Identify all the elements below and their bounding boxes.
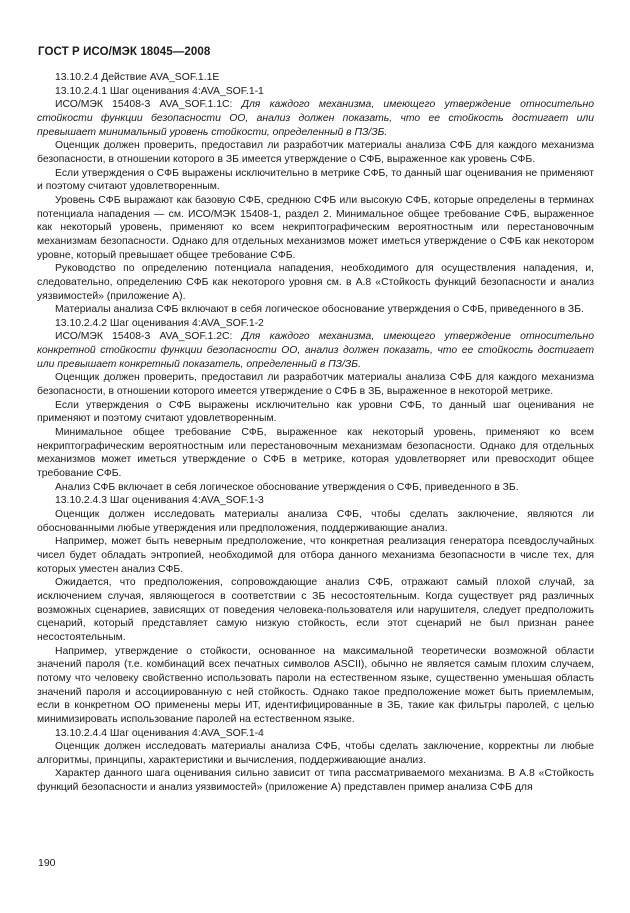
paragraph: Если утверждения о СФБ выражены исключительно как уровни СФБ, то данный шаг оценивания не применяют и поэтому считают удовлетворенным. <box>37 399 594 425</box>
paragraph: Материалы анализа СФБ включают в себя логическое обоснование утверждения о СФБ, приведенного в ЗБ. <box>55 304 584 316</box>
paragraph: Минимальное общее требование СФБ, выраженное как некоторый уровень, применяют ко всем некриптографическим вероятностным или перестановочным механизмам безопасности. Однако для отдельных механизмов может иметься утверждение о СФБ в метрике, которая удовлетворяет или превосходит общее требование СФБ. <box>37 427 594 480</box>
paragraph: Руководство по определению потенциала нападения, необходимого для осуществления нападения, и, следовательно, определению СФБ как некоторого уровня см. в А.8 «Стойкость функций безопасности и анализ уязвимостей» (приложение А). <box>37 263 594 302</box>
requirement-text: Для каждого механизма, имеющего утверждение относительно стойкости функции безопасности ОО, анализ должен показать, что ее стойкость достигает или превышает минимальный уровень стойкости, определенный в ПЗ/ЗБ. <box>37 99 594 138</box>
clause-heading: 13.10.2.4 Действие AVA_SOF.1.1E <box>55 72 220 83</box>
step-heading: 13.10.2.4.4 Шаг оценивания 4:AVA_SOF.1-4 <box>55 727 264 739</box>
paragraph: Оценщик должен исследовать материалы анализа СФБ, чтобы сделать заключение, корректны ли любые алгоритмы, принципы, характеристики и вычисления, поддерживающие анализ. <box>37 741 594 766</box>
paragraph: Оценщик должен проверить, предоставил ли разработчик материалы анализа СФБ для каждого механизма безопасности, в отношении которого имеется утверждение о СФБ в ЗБ, выраженное в некоторой метрике. <box>37 372 594 398</box>
standard-requirement <box>37 330 594 371</box>
step-heading: 13.10.2.4.1 Шаг оценивания 4:AVA_SOF.1-1 <box>55 85 264 97</box>
paragraph: Например, может быть неверным предположение, что конкретная реализация генератора псевдослучайных чисел будет обладать энтропией, необходимой для отбора данного механизма безопасности в числе тех, для которых уместен анализ СФБ. <box>37 536 594 575</box>
step-heading: 13.10.2.4.2 Шаг оценивания 4:AVA_SOF.1-2 <box>55 317 264 329</box>
requirement-ref: ИСО/МЭК 15408-3 AVA_SOF.1.2C: <box>55 331 242 343</box>
standard-requirement <box>37 98 594 139</box>
paragraph: Анализ СФБ включает в себя логическое обоснование утверждения о СФБ, приведенного в ЗБ. <box>55 481 519 493</box>
requirement-text: Для каждого механизма, имеющего утверждение относительно конкретной стойкости функции безопасности ОО, анализ должен показать, что ее стойкость достигает или превышает конкретный показатель, определенный в ПЗ/ЗБ. <box>37 331 594 370</box>
paragraph: Оценщик должен проверить, предоставил ли разработчик материалы анализа СФБ для каждого механизма безопасности, в отношении которого в ЗБ имеется утверждение о СФБ, выраженное как уровень СФБ. <box>37 140 594 165</box>
paragraph: Уровень СФБ выражают как базовую СФБ, среднюю СФБ или высокую СФБ, которые определены в терминах потенциала нападения — см. ИСО/МЭК 15408-1, раздел 2. Минимальное общее требование СФБ, выраженное как некоторый уровень, применяют ко всем некриптографическим вероятностным или перестановочным механизмам безопасности. Однако для отдельных механизмов может иметься утверждение о СФБ как некотором уровне, который превышает общее требование СФБ. <box>37 194 594 261</box>
paragraph: Если утверждения о СФБ выражены исключительно в метрике СФБ, то данный шаг оценивания не применяют и поэтому считают удовлетворенным. <box>37 167 594 193</box>
step-heading: 13.10.2.4.3 Шаг оценивания 4:AVA_SOF.1-3 <box>55 495 264 507</box>
body-text <box>37 71 594 795</box>
page-number: 190 <box>38 857 56 869</box>
paragraph: Ожидается, что предположения, сопровождающие анализ СФБ, отражают самый плохой случай, за исключением случая, являющегося в соответствии с ЗБ несостоятельным. Когда существует ряд различных возможных сценариев, зависящих от поведения человека-пользователя или нарушителя, следует предположить сценарий, который представляет самую низкую стойкость, если этот сценарий не был признан ранее несостоятельным. <box>37 577 594 643</box>
paragraph: Например, утверждение о стойкости, основанное на максимальной теоретически возможной области значений пароля (т.е. комбинаций всех печатных символов ASCII), обычно не является самым плохим случаем, потому что человеку свойственно использовать пароли на естественном языке, существенно уменьшая область значений пароля и ассоциированную с ней стойкость. Однако такое предположение может быть приемлемым, если в конкретном ОО применены меры ИТ, идентифицированные в ЗБ, такие как фильтры паролей, с целью минимизировать использование паролей на естественном языке. <box>37 645 594 725</box>
paragraph: Характер данного шага оценивания сильно зависит от типа рассматриваемого механизма. В А.8 «Стойкость функций безопасности и анализ уязвимостей» (приложение А) представлен пример анализа СФБ для <box>37 768 594 794</box>
requirement-ref: ИСО/МЭК 15408-3 AVA_SOF.1.1C: <box>55 99 242 111</box>
page-header: ГОСТ Р ИСО/МЭК 18045—2008 <box>38 46 211 58</box>
paragraph: Оценщик должен исследовать материалы анализа СФБ, чтобы сделать заключение, являются ли обоснованными любые утверждения или предположения, поддерживающие анализ. <box>37 509 594 534</box>
